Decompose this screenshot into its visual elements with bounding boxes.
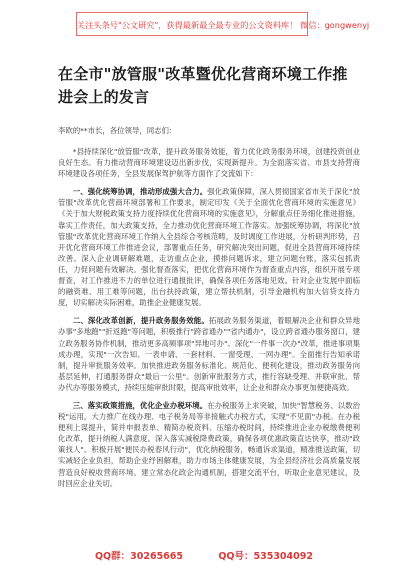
document-title: 在全市"放管服"改革暨优化营商环境工作推进会上的发言	[58, 65, 348, 106]
salutation: 李欧的**市长，各位领导，同志们：	[58, 126, 177, 135]
paragraph-text: 在办税服务上求突破，加快"智慧税务、以数治税"运用，大力推广在线办理、电子税务局等非接触式办税方式，实现"不见面"办税。在办税便利上谋提升，简并申报表单、精简办税资料、压缩办税时间，持续推进企业办税缴费便利化改革，提升纳税人满意度。深入落实减税降费政策，确保各项优惠政策直达快享，推动"政策找人"。积极开展"便民办税春风行动"，优化纳税服务，畅通诉求渠道，精准推送政策，切实减轻企业负担，帮助企业纾困解难，助力市场主体健康发展，为全县经济社会高质量发展营造良好税收营商环境。建立常态化政企沟通机制，搭建交流平台，听取企业意见建议，及时回应企业关切。	[58, 400, 360, 488]
contact-footer	[0, 548, 408, 562]
promo-banner: 关注头条号"公文研究"，获得最新最全最专业的公文资料库！ 微信：gongwenyj	[76, 12, 308, 36]
section-heading: 二、深化改革创新，提升政务服务效能。	[72, 316, 209, 326]
paragraph-section-2	[58, 315, 360, 393]
paragraph-text: *县持续深化"放管服"改革，提升政务服务效能，着力优化政务服务环境，创建投资创业良好生态。有力推动营商环境建设迈出新步伐，实现新提升。为全面落实省、市县支持营商环境建设各项任务，全县发展保驾护航等方面作了交流如下：	[58, 147, 360, 179]
paragraph-section-3	[58, 400, 360, 489]
qq-number-label: QQ号：535304092	[218, 551, 313, 562]
document-body	[58, 146, 360, 496]
qq-group-label: QQ群：30265665	[94, 551, 184, 562]
paragraph-section-1	[58, 186, 360, 308]
section-heading: 三、落实政策措施，优化企业办税环境。	[72, 400, 208, 410]
section-heading: 一、强化统筹协调，推动形成强大合力。	[72, 187, 208, 197]
paragraph-intro	[58, 146, 360, 179]
paragraph-text: 拓展政务服务渠道，着眼解决企业和群众异地办事"多地跑""折返跑"等问题，积极推行"跨省通办""省内通办"，设立跨省通办服务窗口，建立政务服务协作机制，推动更多高频事项"异地可办"。深化"一件事一次办"改革，推进事项集成办理，实现"一次告知、一表申请、一套材料、一窗受理、一网办理"。全面推行告知承诺制，提升审批服务效率。加快推进政务服务标准化、规范化、便利化建设，推动政务服务向基层延伸，打通服务群众"最后一公里"。创新审批服务方式，推行容缺受理、并联审批、帮办代办等服务模式，持续压缩审批时限，提高审批效率，让企业和群众办事更加便捷高效。	[58, 316, 360, 392]
paragraph-text: 强化政策保障，深入贯彻国家省市关于深化"放管服"改革优化营商环境部署和工作要求，制定印发《关于全面优化营商环境的实施意见》《关于加大财税政策支持力度持续优化营商环境的实施意见》，分解重点任务细化推进措施，靠实工作责任，加大政策支持，全力推动优化营商环境工作落实。加强统筹协调，将深化"放管服"改革优化营商环境工作纳入全县综合考核范畴，及时调度工作进展，分析研判形势，召开优化营商环境工作推进会议，部署重点任务，研究解决突出问题，促进全县营商环境持续改善。深入企业调研解难题，走访重点企业，摸排问题诉求，建立问题台账，落实包抓责任，力促问题有效解决。强化督查落实，把优化营商环境作为督查重点内容，组织开展专项督查，对工作推进不力的单位进行通报批评，确保各项任务落地见效。针对企业发展中面临的融资难、用工难等问题，出台扶持政策，建立帮扶机制，引导金融机构加大信贷支持力度，切实解决实际困难，助推企业健康发展。	[58, 187, 360, 308]
